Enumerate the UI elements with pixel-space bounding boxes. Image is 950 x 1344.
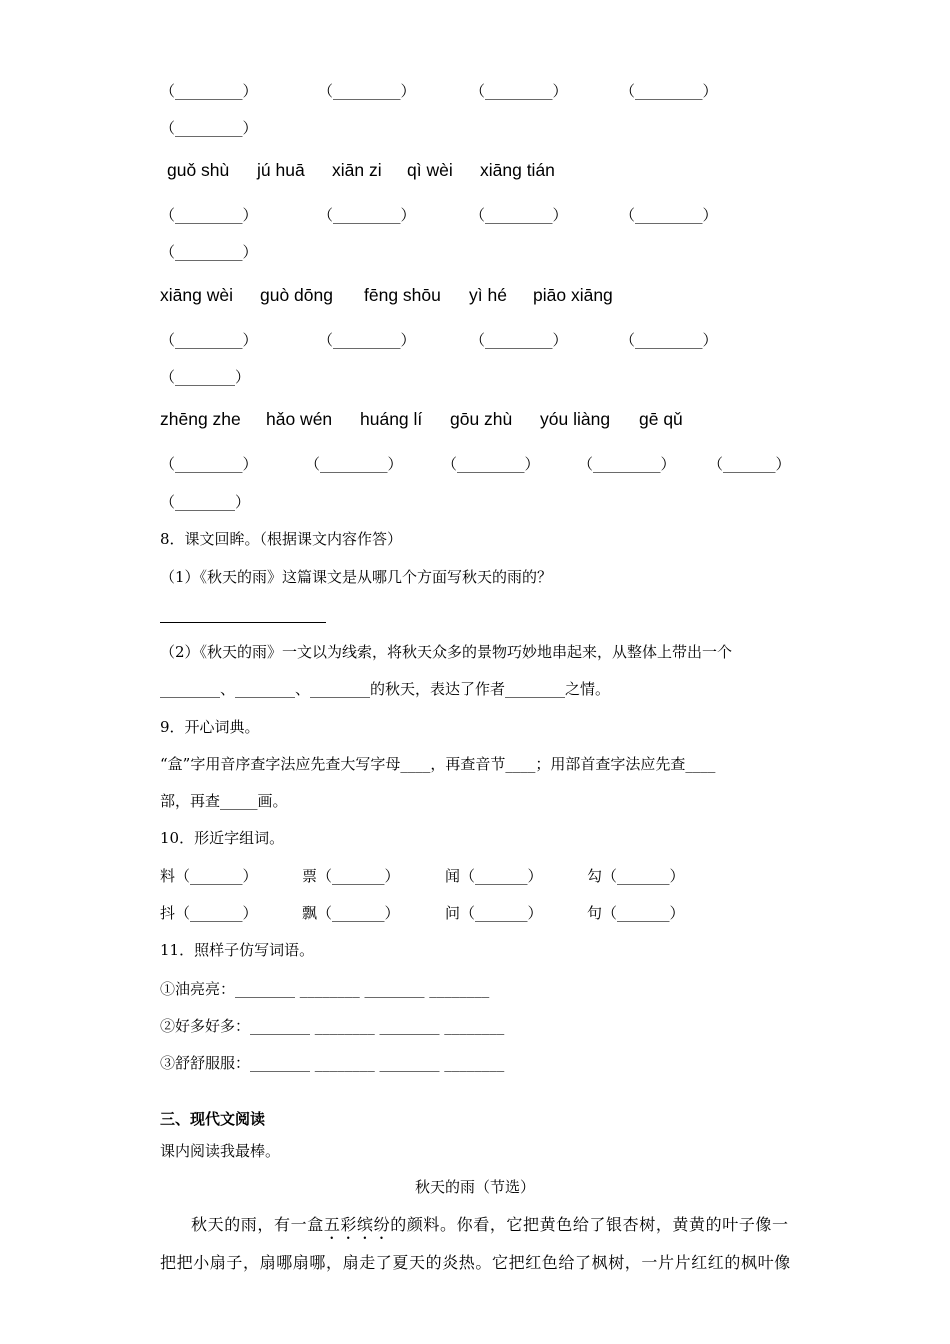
- pinyin-word: huáng lí: [360, 409, 423, 429]
- pinyin-word: fēng shōu: [364, 285, 441, 305]
- q11-item-3[interactable]: ③舒舒服服：________ ________ ________ ________: [160, 1054, 505, 1072]
- blank-paren[interactable]: （_________）: [578, 455, 676, 473]
- pinyin-word: gē qǔ: [639, 409, 683, 429]
- word-group-item[interactable]: 问（_______）: [445, 904, 543, 922]
- blank-paren[interactable]: （_________）: [160, 119, 258, 137]
- blank-paren[interactable]: （_________）: [160, 82, 258, 100]
- pinyin-word: yì hé: [469, 285, 507, 305]
- passage-title: 秋天的雨（节选）: [414, 1178, 535, 1196]
- blank-paren[interactable]: （_________）: [470, 331, 568, 349]
- pinyin-word: jú huā: [257, 160, 305, 180]
- blank-paren[interactable]: （_________）: [318, 206, 416, 224]
- blank-paren[interactable]: （________）: [160, 493, 251, 511]
- word-group-item[interactable]: 句（_______）: [587, 904, 685, 922]
- blank-paren[interactable]: （_________）: [160, 243, 258, 261]
- blank-paren[interactable]: （_________）: [620, 206, 718, 224]
- passage-text: 秋天的雨，有一盒: [191, 1215, 324, 1234]
- q11-item-1[interactable]: ①油亮亮：________ ________ ________ ________: [160, 980, 490, 998]
- q8-sub1: （1）《秋天的雨》这篇课文是从哪几个方面写秋天的雨的？: [160, 568, 553, 586]
- blank-paren[interactable]: （_________）: [318, 82, 416, 100]
- pinyin-word: qì wèi: [407, 160, 453, 180]
- pinyin-word: hǎo wén: [266, 409, 333, 429]
- section-intro: 课内阅读我最棒。: [160, 1142, 281, 1160]
- blank-paren[interactable]: （_________）: [318, 331, 416, 349]
- q11-title: 11．照样子仿写词语。: [160, 941, 315, 959]
- blank-paren[interactable]: （_________）: [442, 455, 540, 473]
- blank-paren[interactable]: （_________）: [160, 455, 258, 473]
- pinyin-word: zhēng zhe: [160, 409, 241, 429]
- pinyin-word: xiāng tián: [480, 160, 555, 180]
- q9-line2[interactable]: 部，再查_____画。: [160, 792, 288, 810]
- blank-paren[interactable]: （_________）: [160, 206, 258, 224]
- blank-paren[interactable]: （_________）: [470, 206, 568, 224]
- q9-title: 9．开心词典。: [160, 718, 260, 736]
- passage-text: 的颜料。你看，它把黄色给了银杏树，黄黄的叶子像一: [390, 1215, 789, 1234]
- word-group-item[interactable]: 抖（_______）: [160, 904, 258, 922]
- pinyin-word: xiān zi: [332, 160, 382, 180]
- word-group-item[interactable]: 飘（_______）: [302, 904, 400, 922]
- blank-paren[interactable]: （_________）: [620, 82, 718, 100]
- q8-sub2-line1: （2）《秋天的雨》一文以为线索，将秋天众多的景物巧妙地串起来，从整体上带出一个: [160, 643, 733, 661]
- q8-title: 8．课文回眸。（根据课文内容作答）: [160, 530, 403, 548]
- pinyin-word: gōu zhù: [450, 409, 513, 429]
- word-group-item[interactable]: 料（_______）: [160, 867, 258, 885]
- section-heading: 三、现代文阅读: [160, 1110, 266, 1128]
- word-group-item[interactable]: 票（_______）: [302, 867, 400, 885]
- passage-line-1: [191, 1212, 789, 1243]
- blank-paren[interactable]: （_________）: [160, 331, 258, 349]
- q8-answer-line[interactable]: [160, 606, 326, 623]
- passage-line-2: 把把小扇子，扇哪扇哪，扇走了夏天的炎热。它把红色给了枫树，一片片红红的枫叶像: [160, 1253, 791, 1272]
- q8-sub2-line2[interactable]: ________、________、________的秋天，表达了作者________之情。: [160, 680, 611, 698]
- blank-paren[interactable]: （_______）: [708, 455, 791, 473]
- passage-emphasis: 五彩缤纷: [323, 1215, 391, 1234]
- q9-line1[interactable]: “盒”字用音序查字法应先查大写字母____，再查音节____；用部首查字法应先查____: [160, 755, 716, 773]
- pinyin-word: xiāng wèi: [160, 285, 233, 305]
- pinyin-word: guǒ shù: [167, 160, 230, 180]
- blank-paren[interactable]: （________）: [160, 368, 251, 386]
- blank-paren[interactable]: （_________）: [470, 82, 568, 100]
- word-group-item[interactable]: 闻（_______）: [445, 867, 543, 885]
- word-group-item[interactable]: 勾（_______）: [587, 867, 685, 885]
- pinyin-word: guò dōng: [260, 285, 333, 305]
- pinyin-word: piāo xiāng: [533, 285, 613, 305]
- blank-paren[interactable]: （_________）: [620, 331, 718, 349]
- blank-paren[interactable]: （_________）: [305, 455, 403, 473]
- pinyin-word: yóu liàng: [540, 409, 611, 429]
- q10-title: 10．形近字组词。: [160, 829, 285, 847]
- q11-item-2[interactable]: ②好多好多：________ ________ ________ ________: [160, 1017, 505, 1035]
